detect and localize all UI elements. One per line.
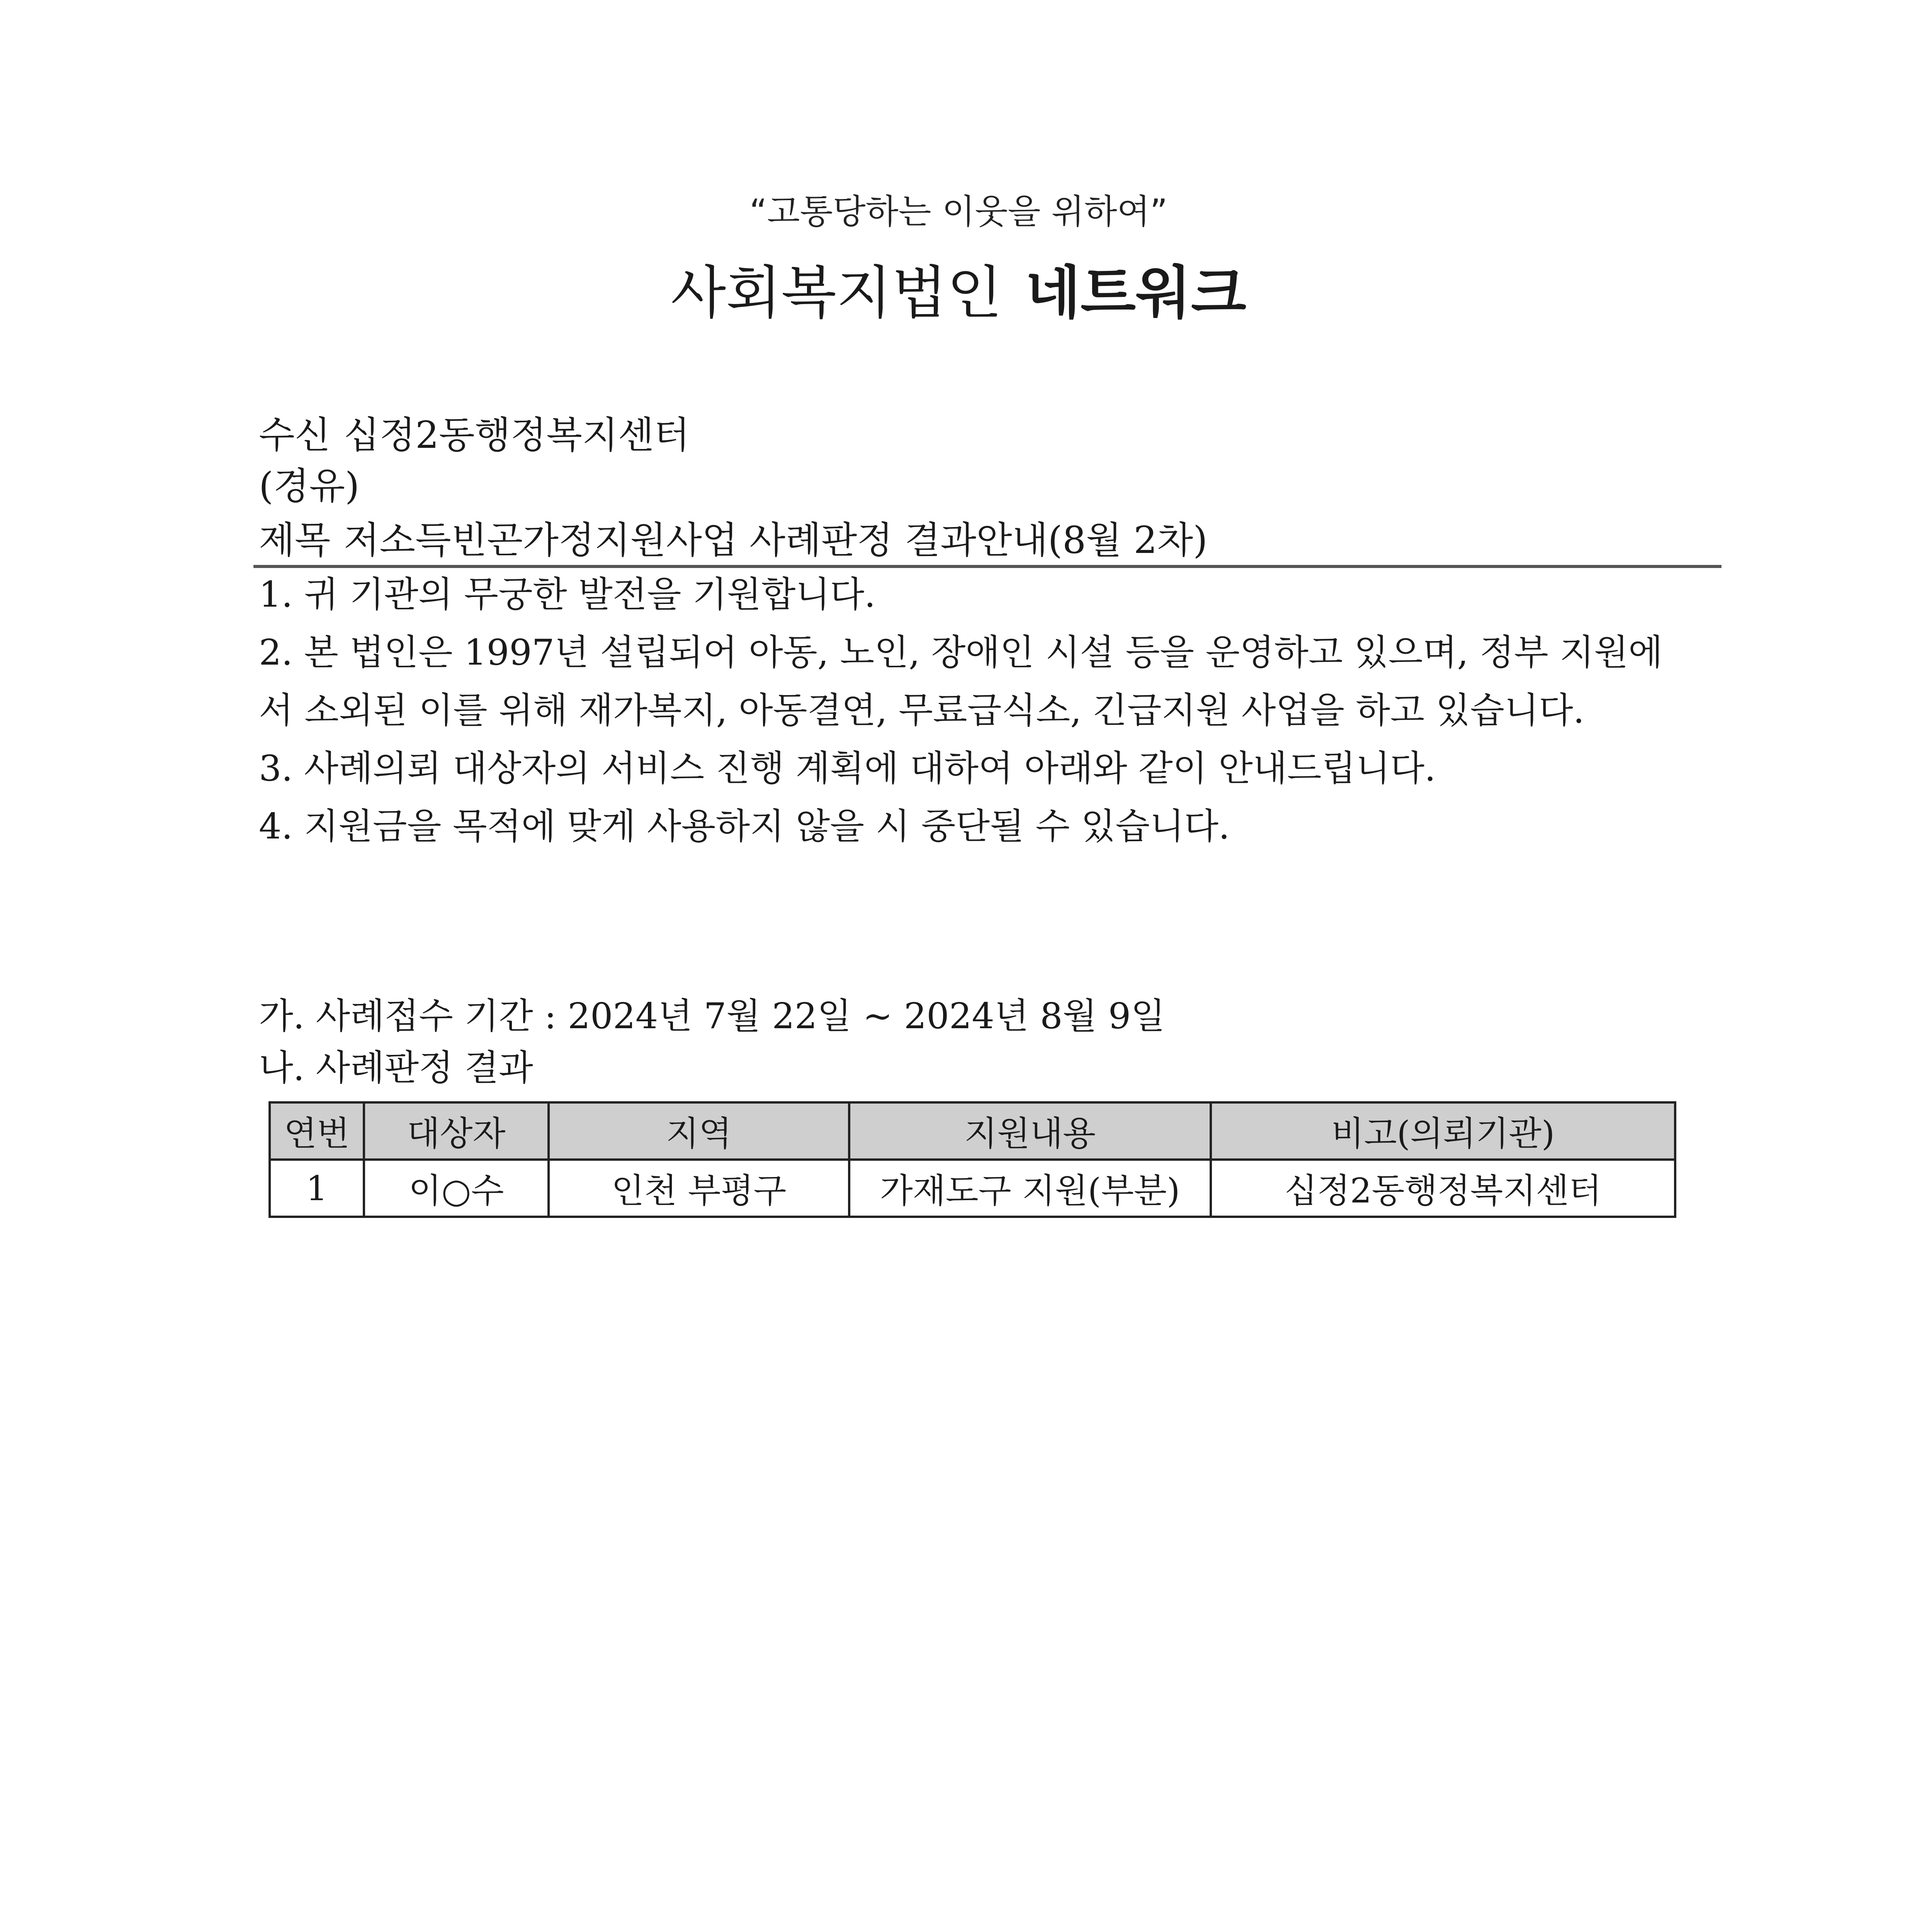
cell-note: 십정2동행정복지센터 <box>1211 1160 1675 1217</box>
header-org-prefix: 사회복지법인 <box>671 260 1002 326</box>
col-header-note: 비고(의뢰기관) <box>1211 1102 1675 1160</box>
col-header-number: 연번 <box>270 1102 364 1160</box>
body-line: 3. 사례의뢰 대상자의 서비스 진행 계획에 대하여 아래와 같이 안내드립니다. <box>259 748 1436 789</box>
intake-period: 가. 사례접수 기간 : 2024년 7월 22일 ~ 2024년 8월 9일 <box>259 995 1166 1037</box>
body-line: 2. 본 법인은 1997년 설립되어 아동, 노인, 장애인 시설 등을 운영하고 있으며, 정부 지원에 <box>259 632 1663 673</box>
cell-number: 1 <box>270 1160 364 1217</box>
body-line: 4. 지원금을 목적에 맞게 사용하지 않을 시 중단될 수 있습니다. <box>259 806 1230 847</box>
cell-target: 이○수 <box>364 1160 549 1217</box>
body-line: 1. 귀 기관의 무궁한 발전을 기원합니다. <box>259 574 876 615</box>
table-row <box>270 1160 1675 1217</box>
subject-label: 제목 <box>259 519 331 562</box>
cell-support: 가재도구 지원(부분) <box>849 1160 1211 1217</box>
recipient-row <box>259 406 690 459</box>
document-header <box>0 247 1917 329</box>
col-header-region: 지역 <box>549 1102 849 1160</box>
table-header-row <box>270 1102 1675 1160</box>
via-row: (경유) <box>259 464 360 508</box>
subject-value: 저소득빈곤가정지원사업 사례판정 결과안내(8월 2차) <box>343 519 1208 562</box>
body-line: 서 소외된 이를 위해 재가복지, 아동결연, 무료급식소, 긴급지원 사업을 하고 있습니다. <box>259 690 1585 731</box>
col-header-target: 대상자 <box>364 1102 549 1160</box>
body-text <box>259 566 1711 855</box>
official-seal-icon <box>1254 1928 1478 1932</box>
col-header-support: 지원내용 <box>849 1102 1211 1160</box>
result-table <box>269 1101 1676 1218</box>
subject-row <box>259 511 1208 564</box>
recipient-value: 십정2동행정복지센터 <box>343 413 690 457</box>
header-org-name: 네트워크 <box>1025 260 1246 326</box>
cell-region: 인천 부평구 <box>549 1160 849 1217</box>
recipient-label: 수신 <box>259 413 331 457</box>
result-heading: 나. 사례판정 결과 <box>259 1047 533 1088</box>
slogan: “고통당하는 이웃을 위하여” <box>749 192 1168 231</box>
